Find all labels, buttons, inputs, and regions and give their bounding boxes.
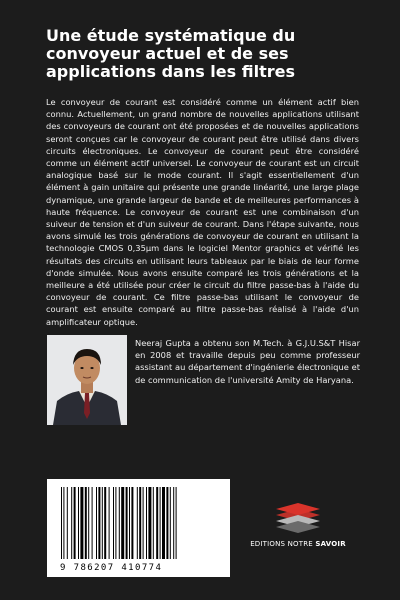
book-title — [46, 27, 346, 81]
title-line: convoyeur actuel et de ses — [46, 44, 289, 63]
publisher-name — [246, 540, 350, 548]
author-portrait-image — [47, 335, 127, 425]
title-line: applications dans les filtres — [46, 62, 295, 81]
publisher-brand: SAVOIR — [315, 540, 346, 548]
title-line: Une étude systématique du — [46, 26, 296, 45]
author-bio: Neeraj Gupta a obtenu son M.Tech. à G.J.U.S&T Hisar en 2008 et travaille depuis peu comme professeur assistant au département d'ingénierie électronique et de communication de l'université Amity de Haryana. — [135, 338, 360, 385]
publisher-prefix: EDITIONS NOTRE — [250, 540, 316, 548]
book-summary: Le convoyeur de courant est considéré comme un élément actif bien connu. Actuellement, un grand nombre de nouvelles applications utilisant des convoyeurs de courant ont été proposées et de nouvelles applications seront conçues car le convoyeur de courant peut être utilisé dans divers circuits électroniques. Le convoyeur de courant peut être considéré comme un élément actif universel. Le convoyeur de courant est un circuit analogique basé sur le mode courant. Il s'agit essentiellement d'un élément à gain unitaire qui présente une grande linéarité, une large plage dynamique, une grande largeur de bande et de meilleures performances à haute fréquence. Le convoyeur de courant est une combinaison d'un suiveur de tension et d'un suiveur de courant. Dans l'étape suivante, nous avons simulé les trois générations de convoyeur de courant en utilisant la technologie CMOS 0,35µm dans le logiciel Mentor graphics et vérifié les résultats des circuits en utilisant leurs tableaux par le biais de leur forme d'onde simulée. Nous avons ensuite comparé les trois générations et la meilleure a été utilisée pour créer le circuit du filtre passe-bas à l'aide du convoyeur de courant. Ce filtre passe-bas utilisant le convoyeur de courant est ensuite comparé au filtre passe-bas réalisé à l'aide d'un amplificateur optique. — [46, 97, 359, 327]
publisher-books-icon — [256, 501, 340, 539]
author-photo — [47, 335, 127, 425]
isbn-number: 9 786207 410774 — [60, 563, 163, 573]
